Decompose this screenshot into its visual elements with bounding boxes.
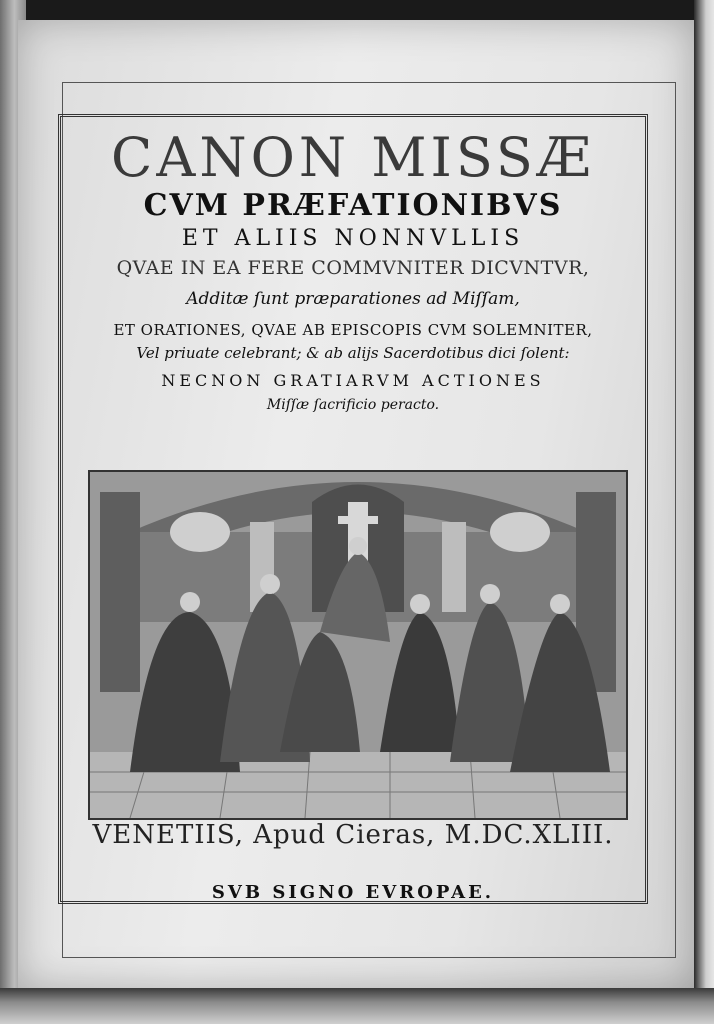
title-line-6: ET ORATIONES, QVAE AB EPISCOPIS CVM SOLEMNITER, [113,321,593,339]
title-line-1: CANON MISSÆ [111,126,595,189]
title-line-7: Vel priuate celebrant; & ab alijs Sacerdotibus dici ſolent: [136,344,570,362]
title-line-9: Miſſæ ſacrificio peracto. [266,397,440,413]
title-line-3: ET ALIIS NONNVLLIS [181,226,525,251]
title-block [58,120,648,416]
title-line-8: NECNON GRATIARVM ACTIONES [161,371,545,390]
title-line-4: QVAE IN EA FERE COMMVNITER DICVNTVR, [116,257,590,279]
background-bottom-edge [0,988,714,1024]
printer-sign-line: SVB SIGNO EVROPAE. [211,882,495,903]
title-line-2: CVM PRÆFATIONIBVS [143,188,563,223]
background-right-edge [694,0,714,1024]
engraving-picture [90,472,626,818]
mass-engraving-illustration [88,470,628,820]
imprint-line: VENETIIS, Apud Cieras, M.DC.XLIII. [92,820,614,850]
title-page [18,20,694,988]
title-line-5: Additæ ſunt præparationes ad Miſſam, [186,289,520,309]
